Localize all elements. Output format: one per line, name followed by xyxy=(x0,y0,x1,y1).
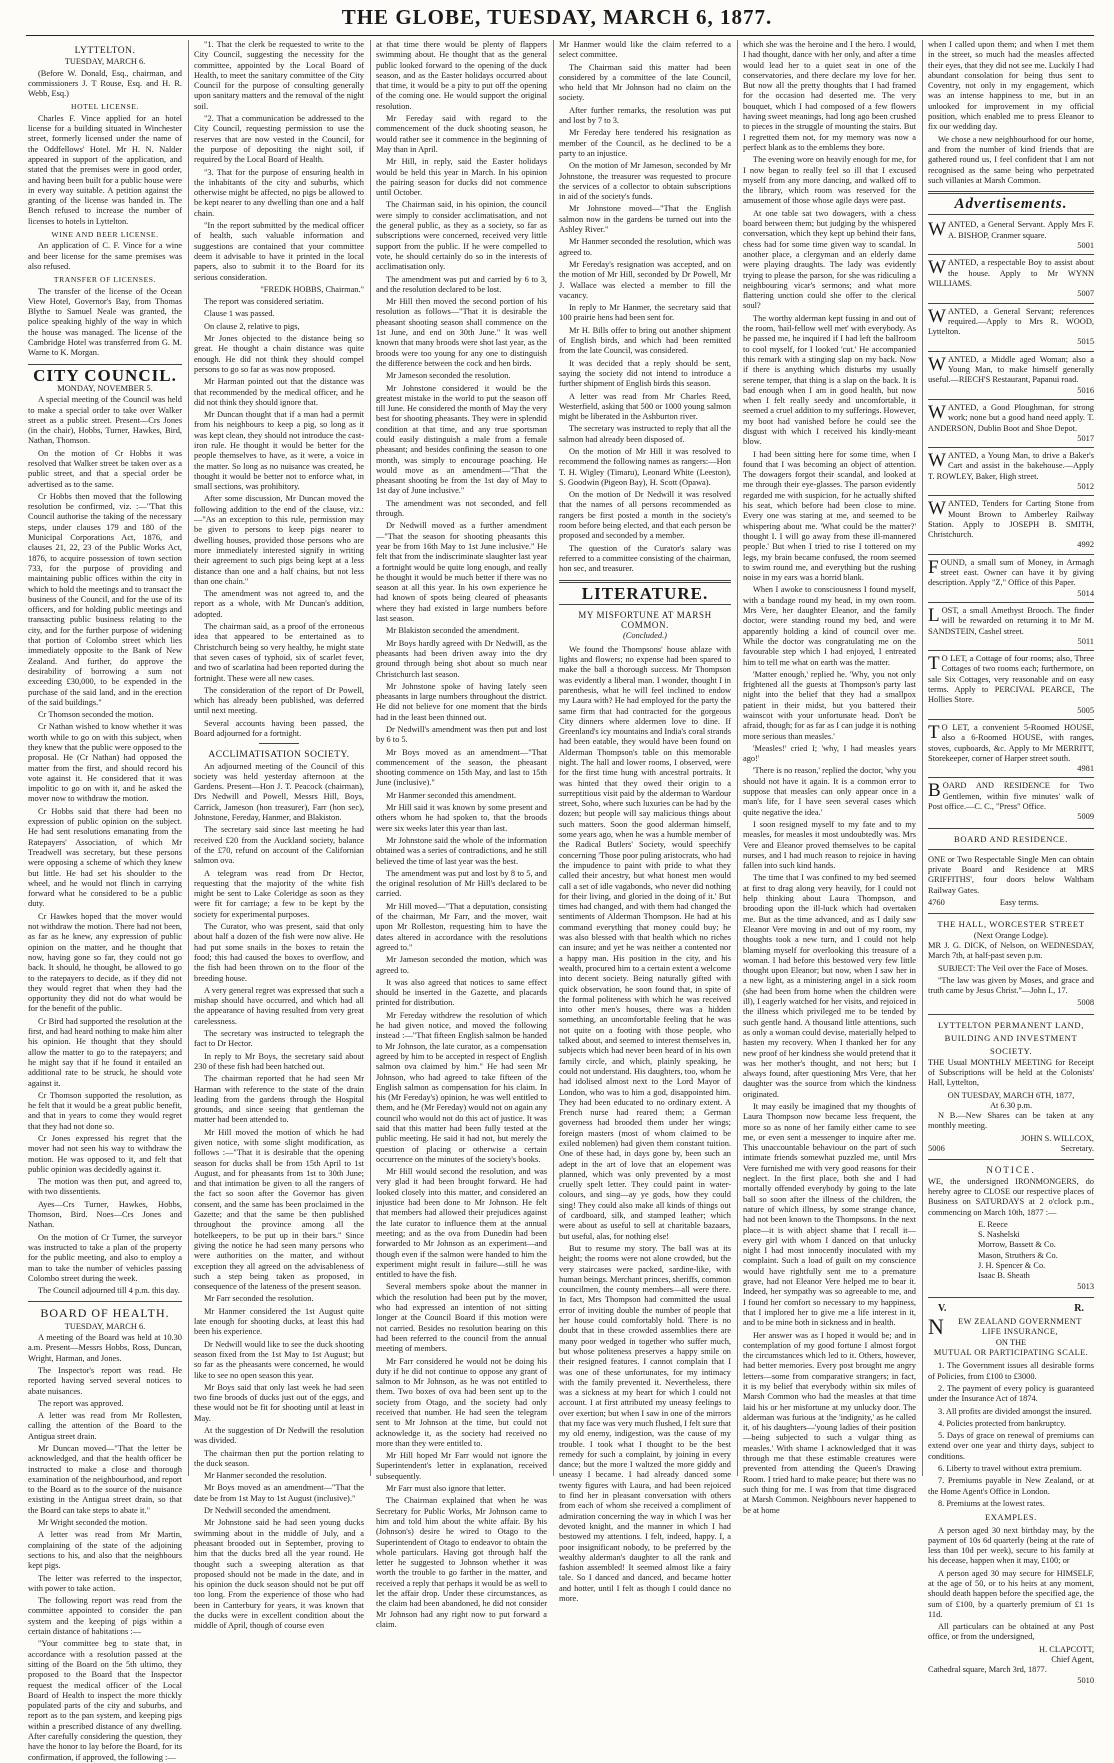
accl-paragraph: Dr Nedwill moved as a further amendment—"That the season for shooting pheasants this year be from 16th May to 1st June inclusive." He felt that from the indiscriminate slaughter last year a fortnight would be quite long enough, and really he thought it would be much better if there was no season at all this year. In his own experience he had known of spots being cleared of pheasants where they had existed in large numbers before last season. xyxy=(376,521,547,624)
lyttelton-date: TUESDAY, MARCH 6. xyxy=(64,57,146,67)
classified-ad xyxy=(928,606,1094,647)
ad-dropcap: B xyxy=(928,780,941,802)
ad-number: 5005 xyxy=(1077,705,1094,715)
hall-subheading: (Next Orange Lodge). xyxy=(973,930,1049,940)
accl-paragraph: Mr Boys moved as an amendment—"That the date be from 1st May to 1st August (inclusive)." xyxy=(194,1483,364,1503)
dropcap-n: N xyxy=(928,1314,944,1340)
accl-paragraph: The chairman reported that he had seen Mr Harman with reference to the state of the drain leading from the gardens through the Hospital grounds, and since seeing that gentleman the matter had been attended to. xyxy=(194,1074,364,1125)
accl-paragraph: In reply to Mr Hanmer, the secretary said that 100 prairie hens had been sent for. xyxy=(559,303,731,323)
classified-ad xyxy=(928,258,1094,299)
accl-paragraph: Mr Jameson seconded the resolution. xyxy=(386,371,511,381)
council-paragraph: A special meeting of the Council was held to make a special order to take over Walker street as a public street. Present—Crs Jones (in the chair), Hobbs, Turner, Hawkes, Bird, Nathan, Thomson. xyxy=(28,395,182,446)
column-6 xyxy=(928,40,1094,1685)
accl-paragraph: The question of the Curator's salary was referred to a committee consisting of the chairman, hon sec, and treasurer. xyxy=(559,543,731,574)
ad-number: 4992 xyxy=(1077,540,1094,550)
accl-paragraph: Mr Farr must also ignore that letter. xyxy=(386,1484,506,1494)
council-paragraph: Cr Thomson seconded the motion. xyxy=(38,710,154,720)
board-of-health-date: TUESDAY, MARCH 6. xyxy=(64,1321,146,1331)
story-paragraph: when I called upon them; and when I met them in the street, so much had the measles affected their eyes, that they did not see me. Luckily I had abundant consolation for being thus sent to Coventry, not only in my engagement, which was an intense happiness to me, but in an unlooked for improvement in my official position, which enabled me to press Eleanor to fix our wedding day. xyxy=(928,40,1094,132)
lyttelton-heading: LYTTELTON. xyxy=(74,46,136,56)
ad-dropcap: W xyxy=(928,401,946,423)
transfer-text: The transfer of the license of the Ocean View Hotel, Governor's Bay, from Thomas Blythe to Samuel Neale was granted, the police speaking highly of the way in which the house was managed. The license of the Cambridge Hotel was transferred from G. M. Warne to K. Morgan. xyxy=(28,286,182,358)
story-paragraph: At one table sat two dowagers, with a chess board between them; but judging by the whispered conversation, which they kept up behind their fans, chess had for some time given way to scandal. In another place, a clergyman and an elderly dame were playing draughts. The lady was evidently trying to please the parson, for she was ridiculing a neighbouring vicar's sermons; and what more flattering unction could she offer to the clerical soul? xyxy=(743,208,916,311)
health-paragraph: A meeting of the Board was held at 10.30 a.m. Present—Messrs Hobbs, Ross, Duncan, Wright, Harman, and Jones. xyxy=(28,1333,182,1363)
ad-text: ANTED, a Young Man, to drive a Baker's Cart and assist in the bakehouse.—Apply T. ROWLEY, Baker, High street. xyxy=(928,451,1094,481)
nz-insurance-item: 8. Premiums at the lowest rates. xyxy=(938,1498,1045,1508)
council-paragraph: The Council adjourned till 4 p.m. this day. xyxy=(38,1286,180,1296)
ad-number: 5016 xyxy=(1077,385,1094,395)
story-paragraph: 'Measles!' cried I; 'why, I had measles years ago!' xyxy=(743,743,916,764)
health-paragraph: The following report was read from the committee appointed to consider the pan system and the keeping of pigs within a certain distance of habitations :— xyxy=(28,1596,182,1637)
hotel-license-heading: HOTEL LICENSE. xyxy=(70,102,139,112)
accl-paragraph: Dr Nedwill's amendment was then put and lost by 6 to 5. xyxy=(376,725,547,745)
lpl-signature: JOHN S. WILLCOX, xyxy=(1021,1133,1094,1143)
council-paragraph: Cr Hobbs said that there had been no expression of public opinion on the subject. He had sent resolutions emanating from the Ratepayers' Association, of which Mr Treadwell was secretary, but these persons were opposing a scheme of which they knew but little. He had set his shoulder to the wheel, and he would not flinch in carrying forward what he considered to be a public duty. xyxy=(28,806,182,909)
nz-heading-1: EW ZEALAND GOVERNMENT xyxy=(958,1317,1082,1327)
column-5 xyxy=(743,40,916,1515)
ad-divider xyxy=(928,303,1094,304)
nz-insurance-item: 1. The Government issues all desirable forms of Policies, from £100 to £3000. xyxy=(928,1361,1094,1381)
ad-number: 5017 xyxy=(1077,433,1094,443)
nz-insurance-items xyxy=(928,1361,1094,1509)
accl-paragraph: Mr Farr seconded the resolution. xyxy=(204,1294,314,1304)
section-rule xyxy=(928,1014,1094,1015)
column-separator xyxy=(922,40,923,1476)
story-paragraph: I soon resigned myself to my fate and to my measles, for measles it most undoubtedly was. Mrs Vere and Eleanor proved themselves to be capital nurses, and I had much reason to rejoice in having fallen into such kind hands. xyxy=(743,819,916,871)
accl-paragraph: Dr Nedwill would like to see the duck shooting season fixed from the 1st May to 1st August; but so far as the pheasants were concerned, he would like to see no open season this year. xyxy=(194,1339,364,1380)
nz-insurance-item: 7. Premiums payable in New Zealand, or at the Home Agent's Office in London. xyxy=(928,1476,1094,1496)
column-separator xyxy=(553,40,554,1476)
accl-paragraph: Mr Fereday's resignation was accepted, and on the motion of Mr Hill, seconded by Dr Powell, Mr J. Wallace was elected a member to fill the vacancy. xyxy=(559,259,731,300)
accl-paragraph: On the motion of Mr Jameson, seconded by Mr Johnstone, the treasurer was requested to procure the services of a collector to obtain subscriptions in aid of the society's funds. xyxy=(559,161,731,202)
ad-divider xyxy=(928,719,1094,720)
accl-paragraph: Mr Farr considered he would not be doing his duty if he did not continue to oppose any grant of salmon to Mr Johnson, as he was not entitled to them. Two boxes of ova had been sent up to the society from Otago, and the society had only received that number. He had seen the telegram sent to Mr Johnson at the time, but could not acknowledge it, as the society had received no more than they were entitled to. xyxy=(376,1356,547,1448)
story-paragraph: 'Matter enough,' replied he. 'Why, you not only frightened all the guests at Thompson's party last night into the belief that they had a smallpox patient in their midst, but you battered their wainscot with your unfortunate head. Don't be afraid, though; for as far as I can judge it is nothing more serious than measles.' xyxy=(743,669,916,741)
ad-dropcap: W xyxy=(928,498,946,520)
ad-number: 5009 xyxy=(1077,812,1094,822)
notice-signatory: Isaac B. Sheath xyxy=(978,1271,1030,1281)
examples-heading: EXAMPLES. xyxy=(985,1513,1037,1523)
ad-text: OUND, a small sum of Money, in Armagh street east. Owner can have it by giving description. Apply "Z," Office of this Paper. xyxy=(928,557,1094,588)
masthead-rule xyxy=(26,35,1094,36)
ad-number: 5007 xyxy=(1077,289,1094,299)
lpl-nb: N B.—New Shares can be taken at any monthly meeting. xyxy=(928,1111,1094,1131)
accl-paragraph: Mr Johnstone spoke of having lately seen pheasants in large numbers throughout the district. He did not believe for one moment that the birds had in the least been thinned out. xyxy=(376,681,547,722)
accl-paragraph: Mr Fereday withdrew the resolution of which he had given notice, and moved the following instead :—"That fifteen English salmon be handed to Mr Johnson, the late curator, as a compensation agreed by him to be accepted in respect of English salmon ova claimed by him." He had seen Mr Johnson, who had agreed to take fifteen of the English salmon as compensation for his claim. In his (Mr Fereday's) opinion, he was well entitled to them, and he (Mr Fereday) would not on again any council who would not do this act of justice. It was said that this matter had been fully tested at the public meeting. He said it had not, but merely the question of placing or otherwise a certain occurrence on the minutes of the society's books. xyxy=(376,1010,547,1164)
agent-footer xyxy=(928,1665,1094,1675)
accl-paragraph: Mr Boys said that only last week he had seen two fine broods of ducks just out of the eggs, and these would not be fit for shooting until at least in May. xyxy=(194,1382,364,1423)
accl-paragraph: A telegram was read from Dr Hector, requesting that the majority of the white fish might be sent to Lake Coleridge as soon as they were fit for carriage; a few to be kept by the society for experimental purposes. xyxy=(194,868,364,919)
health-paragraph: The letter was referred to the inspector, with power to take action. xyxy=(28,1573,182,1593)
hall-subject: SUBJECT: The Veil over the Face of Moses. xyxy=(938,963,1089,973)
example-text: All particulars can be obtained at any Post office, or from the undersigned, xyxy=(928,1622,1094,1642)
ad-text: O LET, a convenient 5-Roomed HOUSE, also a 6-Roomed HOUSE, with ranges, stoves, cupboards, &c. Apply to Mr MERRITT, Storekeeper, corner of Harper street south. xyxy=(928,722,1094,763)
hall-heading: THE HALL, WORCESTER STREET xyxy=(937,919,1085,930)
health-paragraph: The report was approved. xyxy=(38,1398,124,1408)
accl-paragraph: Mr Hill moved the motion of which he had given notice, with some slight modification, as follows :—"That it is desirable that the opening season for ducks shall be from 15th April to 1st August, and for pheasants from 1st to 30th June; and that intimation be given to all the rangers of the fact so soon after the Governor has given consent, and the same has been proclaimed in the Gazette; and that the same be then published throughout the province among all the hotelkeepers, to be put up in their bars." Since giving the notice he had seen many persons who were authorities on the matter, and without exception they all agreed on the advisableness of such a step being taken as proposed, in consequence of the lateness of the present season. xyxy=(194,1127,364,1292)
lpl-text: THE Usual MONTHLY MEETING for Receipt of Subscriptions will be held at the Colonists' Hall, Lyttelton, xyxy=(928,1057,1094,1088)
health-report-paragraph: "2. That a communication be addressed to the City Council, requesting permission to use the reserves that are now vested in the Council, for the purpose of depositing the night soil, if required by the Local Board of Health. xyxy=(194,114,364,165)
accl-paragraph: It was decided that a reply should be sent, saying the society did not intend to introduce a further shipment of English birds this season. xyxy=(559,358,731,389)
agent-address: Cathedral square, March 3rd, 1877. xyxy=(928,1665,1047,1675)
ad-number: 5011 xyxy=(1077,636,1094,646)
ad-divider xyxy=(928,399,1094,400)
example-text: A person aged 30 may secure for HIMSELF, at the age of 50, or to his heirs at any moment, should death happen before the specified age, the sum of £100, by a quarterly premium of £1 1s 11d. xyxy=(928,1568,1094,1619)
city-council-date: MONDAY, NOVEMBER 5. xyxy=(57,383,153,393)
notice-text: WE, the undersigned IRONMONGERS, do hereby agree to CLOSE our respective places of Business on SATURDAYS at 2 o'clock p.m., commencing on March 10th, 1877 :— xyxy=(928,1176,1094,1217)
hotel-license-text: Charles F. Vince applied for an hotel license for a building situated in Winchester street, formerly licensed under the name of the Oddfellows' Hotel. Mr H. N. Nalder appeared in support of the application, and stated that the premises were in good order, and having been built for a public house were in every way suitable. A petition against the granting of the license was handed in. The Bench refused to increase the number of licenses to hotels in Lyttelton. xyxy=(28,113,182,226)
story-paragraph: 'There is no reason,' replied the doctor, 'why you should not have it again. It is a common error to suppose that measles can only appear once in a man's life, for I have seen several cases which quite negative the idea.' xyxy=(743,766,916,817)
notice-signatory: J. H. Spencer & Co. xyxy=(978,1260,1046,1270)
ad-text: OARD AND RESIDENCE for Two Gentlemen, within five minutes' walk of Post office.—C. C., "Press" Office. xyxy=(928,781,1094,811)
section-rule xyxy=(928,849,1094,850)
health-report-paragraph: "In the report submitted by the medical officer of health, such valuable information and suggestions are contained that your committee deem it advisable to have it printed in the local papers, also to submit it to the Board for its serious consideration. xyxy=(194,221,364,282)
health-report-paragraph: Several accounts having been passed, the Board adjourned for a fortnight. xyxy=(194,718,364,738)
accl-paragraph: Mr Johnstone considered it would be the greatest mistake in the world to put the season off till June. He considered the month of May the very best for shooting pheasants. They were in splendid condition at that time, and any true sportsman could easily distinguish a male from a female pheasant; and besides confining the season to one month, was simply to encourage poaching. He would move as an amendment—"That the pheasant shooting be from the 1st day of May to 1st day of June inclusive." xyxy=(376,383,547,496)
accl-paragraph: The amendment was put and lost by 8 to 5, and the original resolution of Mr Hill's declared to be carried. xyxy=(376,868,547,899)
ad-number: 5014 xyxy=(1077,588,1094,598)
nz-insurance-item: 5. Days of grace on renewal of premiums can extend over one year and thirty days, subject to conditions. xyxy=(928,1431,1094,1461)
accl-paragraph: Dr Nedwill seconded the amendment. xyxy=(204,1506,331,1516)
accl-paragraph: On the motion of Mr Hill it was resolved to recommend the following names as rangers:—Hon T. H. Wigley (Timaru), Leonard White (Leeston), S. Goodwin (Pigeon Bay), H. Scott (Opawa). xyxy=(559,446,731,487)
council-paragraph: Ayes—Crs Turner, Hawkes, Hobbs, Thomson, Bird. Noes—Crs Jones and Nathan. xyxy=(28,1199,182,1230)
story-paragraph: The evening wore on heavily enough for me, for I now began to really feel so ill that I excused myself from any more dancing, and walked off to the library, which room was reserved for the amusement of those whose agile days were past. xyxy=(743,155,916,206)
literature-heading: LITERATURE. xyxy=(581,583,709,603)
board-residence-text: ONE or Two Respectable Single Men can obtain private Board and Residence at MRS GRIFFITHS', four doors below Waltham Railway Gates. xyxy=(928,854,1094,895)
council-paragraph: Cr Nathan wished to know whether it was worth while to go on with this subject, when they knew that the public were opposed to the proposal. He (Cr Nathan) had opposed the matter from the first, and should record his vote against it. He considered that it was impolitic to go on with it, and he asked the mover now to withdraw the motion. xyxy=(28,722,182,804)
accl-paragraph: The amendment was not seconded, and fell through. xyxy=(376,498,547,519)
ad-dropcap: W xyxy=(928,219,946,241)
classified-ad xyxy=(928,220,1094,251)
nz-heading-4: MUTUAL OR PARTICIPATING SCALE. xyxy=(933,1348,1089,1358)
accl-paragraph: Several members spoke about the manner in which the resolution had been put by the mover, who had expressed an intention of not sitting longer at the Council Board if this motion were not carried. Besides no resolution bearing on this had been referred to the council from the annual meeting of members. xyxy=(376,1282,547,1354)
accl-paragraph: Mr Boys hardly agreed with Dr Nedwill, as the pheasants had been driven away into the dry ground through being shot about so much near Christchurch last season. xyxy=(376,638,547,679)
accl-paragraph: Mr Johnstone said the whole of the information obtained was a series of contradictions, and he still believed the time of last year was the best. xyxy=(376,835,547,866)
ad-dropcap: F xyxy=(928,556,939,578)
accl-paragraph: On the motion of Dr Nedwill it was resolved that the names of all persons recommended as rangers be first posted a month in the society's room before being elected, and that each person be proposed and seconded by a member. xyxy=(559,490,731,541)
agent-role: Chief Agent, xyxy=(1051,1655,1094,1665)
ad-divider xyxy=(928,602,1094,603)
accl-paragraph: The Curator, who was present, said that only about half a dozen of the fish were now alive. He had put some snails in the boxes to retain the food; this had caused the boxes to overflow, and the fish had been thrown on to the floor of the breeding house. xyxy=(194,922,364,983)
board-terms: Easy terms. xyxy=(999,898,1039,908)
vr-crest xyxy=(938,1304,1084,1314)
health-paragraph: Mr Duncan moved—"That the letter be acknowledged, and that the health officer be instructed to make a close and thorough examination of the neighbourhood, and report to the Board as to the source of the nuisance existing in the Antigua street drain, so that the Board can take steps to abate it." xyxy=(28,1444,182,1515)
lpl-footer xyxy=(928,1144,1094,1154)
section-rule xyxy=(559,580,731,583)
health-report-paragraph: On clause 2, relative to pigs, xyxy=(204,321,300,331)
notice-signatories xyxy=(928,1220,1094,1282)
accl-paragraph: Mr Hill would second the resolution, and was very glad it had been brought forward. He had looked closely into this matter, and considered an injustice had been done to Mr Johnson. He felt that members had allowed their prejudices against the late curator to influence them at the annual meeting; and as the ova from Dunedin had been forwarded to Mr Johnson as an experiment—and though even if the salmon were handed to him the experiment might result in failure—still he was entitled to have the fish. xyxy=(376,1167,547,1280)
accl-paragraph: The secretary was instructed to telegraph the fact to Dr Hector. xyxy=(194,1029,364,1049)
accl-paragraph: The Chairman said, in his opinion, the council were simply to consider acclimatisation, and not the general public, as they as a society, so far as subscriptions were concerned, received very little support from the public. If he were compelled to vote, he should certainly do so in the interests of acclimatisation only. xyxy=(376,200,547,272)
ad-text: ANTED, a Middle aged Woman; also a Young Man, to make himself generally useful.—RIECH'S Restaurant, Papanui road. xyxy=(928,354,1094,385)
section-rule xyxy=(928,828,1094,829)
ad-dropcap: W xyxy=(928,450,946,472)
accl-paragraph: at that time there would be plenty of flappers swimming about. He thought that as the general public looked forward to the opening of the duck season, and as the Easter holidays occurred about that time, it would be a pity to put off the opening of the coming one. He would support the original resolution. xyxy=(376,40,547,111)
council-paragraph: Cr Thomson supported the resolution, as he felt that it would be a great public benefit, and that in years to come they would regret that they had not done so. xyxy=(28,1090,182,1131)
health-paragraph: A letter was read from Mr Martin, complaining of the state of the adjoining sections to his, and also that the neighbours kept pigs. xyxy=(28,1530,182,1571)
ad-number: 4760 xyxy=(928,898,945,908)
nz-heading-2: LIFE INSURANCE, xyxy=(982,1327,1058,1337)
classified-ad xyxy=(928,307,1094,348)
hall-text: MR J. G. DICK, of Nelson, on WEDNESDAY, March 7th, at half-past seven p.m. xyxy=(928,940,1094,961)
accl-paragraph: A very general regret was expressed that such a mishap should have occurred, and which had all the appearance of having resulted from very great carelessness. xyxy=(194,985,364,1026)
ad-text: O LET, a Cottage of four rooms; also, Three Cottages of two rooms each; furthermore, on sale Six Cottages, very reasonable and on easy terms. Apply to PERCIVAL PEARCE, The Hollies Store. xyxy=(928,654,1094,705)
accl-paragraph: The Chairman said this matter had been considered by a committee of the late Council, who held that Mr Johnson had no claim on the society. xyxy=(559,62,731,103)
council-paragraph: On the motion of Cr Hobbs it was resolved that Walker street be taken over as a public street, and that a special order be advertised as to the same. xyxy=(28,448,182,489)
notice-signatory: Morrow, Bassett & Co. xyxy=(978,1240,1056,1250)
accl-paragraph: It was also agreed that notices to same effect should be inserted in the Gazette, and placards printed for distribution. xyxy=(376,977,547,1008)
ad-text: ANTED, a respectable Boy to assist about the house. Apply to Mr WYNN WILLIAMS. xyxy=(928,258,1094,288)
nz-heading-3: ON THE xyxy=(995,1337,1027,1347)
classified-ad xyxy=(928,499,1094,550)
ad-divider xyxy=(928,254,1094,255)
ad-number: 5015 xyxy=(1077,337,1094,347)
council-paragraph: The motion was then put, and agreed to, with two dissentients. xyxy=(28,1177,182,1197)
ad-dropcap: W xyxy=(928,353,946,375)
city-council-heading: CITY COUNCIL. xyxy=(33,365,177,385)
wine-license-heading: WINE AND BEER LICENSE. xyxy=(51,230,159,240)
column-1 xyxy=(28,40,182,1762)
section-rule xyxy=(928,1159,1094,1160)
ad-divider xyxy=(928,554,1094,555)
column-2 xyxy=(194,40,364,1631)
accl-paragraph: Mr Blakiston seconded the amendment. xyxy=(386,626,520,636)
section-rule xyxy=(259,743,299,744)
accl-paragraph: Mr Hill hoped Mr Farr would not ignore the Superintendent's letter in explanation, received subsequently. xyxy=(376,1451,547,1481)
council-paragraph: Cr Jones expressed his regret that the mover had not seen his way to withdraw the motion. He was opposed to it, and felt that public opinion was decidedly against it. xyxy=(28,1133,182,1174)
story-paragraph: The worthy alderman kept fussing in and out of the room, 'hail-fellow well met' with everybody. As he passed me, he inquired if I had left the ballroom to cool myself, for I looked 'cut.' He accompanied this remark with a stinging slap on my back. Now if there is anything which disturbs my usually serene temper, that thing is a slap on the back. It is bad enough when I am in good health, but now when I felt really seedy and uncomfortable, it seemed a cruel addition to my sufferings. However, my boot had vanished before he could see the disgust with which I received his kindly-meant blow. xyxy=(743,313,916,447)
ad-divider xyxy=(928,650,1094,651)
wine-license-text: An application of C. F. Vince for a wine and beer license for the same premises was also refused. xyxy=(28,241,182,271)
transfer-heading: TRANSFER OF LICENSES. xyxy=(53,275,157,285)
ad-text: ANTED, a General Servant. Apply Mrs F. A. BISHOP, Cranmer square. xyxy=(947,220,1094,240)
board-residence-heading: BOARD AND RESIDENCE. xyxy=(954,833,1068,844)
health-report-paragraph: The consideration of the report of Dr Powell, which has already been published, was deferred until next meeting. xyxy=(194,685,364,716)
health-paragraph: Mr Wright seconded the motion. xyxy=(38,1518,148,1528)
accl-paragraph: Mr Jameson seconded the motion, which was agreed to. xyxy=(376,955,547,975)
health-report-paragraph: The amendment was not agreed to, and the report as a whole, with Mr Duncan's addition, adopted. xyxy=(194,589,364,619)
health-report-paragraph: Mr Harman pointed out that the distance was that recommended by the medical officer, and he did not think they should ignore that. xyxy=(194,377,364,407)
accl-paragraph: Mr H. Bills offer to bring out another shipment of English birds, and which had been remitted from the late Council, was considered. xyxy=(559,325,731,356)
classified-ad xyxy=(928,355,1094,396)
ad-text: ANTED, a General Servant; references required.—Apply to Mrs R. WOOD, Lyttelton. xyxy=(928,306,1094,337)
story-paragraph: We chose a new neighbourhood for our home, and from the number of kind friends that are gathered round us, I feel confident that I am not recognised as the same being who perpetrated such villanies at Marsh Common. xyxy=(928,134,1094,185)
accl-paragraph: The Chairman explained that when he was Secretary for Public Works, Mr Johnson came to him and told him about the white affair. By his (Johnson's) desire he wired to Otago to the Superintendent of Otago to endeavor to obtain the whole particulars. Having got through half the letter he suggested to Johnson whether it was worth the trouble to go farther in the matter, and received a reply that perhaps it would be as well to let the affair drop. Under these circumstances, as the claim had been abandoned, he did not consider Mr Johnson had any right now to put forward a claim. xyxy=(376,1496,547,1629)
ad-number: 5001 xyxy=(1077,241,1094,251)
accl-paragraph: Mr Hill, in reply, said the Easter holidays would be held this year in March. In his opinion the pairing season for ducks did not commence until October. xyxy=(376,157,547,198)
accl-paragraph: Mr Fereday here tendered his resignation as member of the Council, as he declined to be a party to an injustice. xyxy=(559,128,731,158)
lpl-time: At 6.30 p.m. xyxy=(989,1100,1033,1110)
ad-dropcap: L xyxy=(928,604,940,626)
section-rule xyxy=(28,364,182,365)
accl-paragraph: An adjourned meeting of the Council of this society was held yesterday afternoon at the Gardens. Present—Hon J. T. Peacock (chairman), Drs Nedwill and Powell, Messrs Hill, Boys, Carrick, Jameson (hon treasurer), Farr (hon sec), Johnstone, Fereday, Hanmer, and Blakiston. xyxy=(194,761,364,823)
accl-paragraph: Mr Hill then moved the second portion of his resolution as follows—"That it is desirable the pheasant shooting season shall commence on the 1st June, and end on 30th June." It was well known that many broods were shot last year, as the broods were too young for any one to distinguish the difference between the cock and hen birds. xyxy=(376,297,547,368)
classified-ads xyxy=(928,220,1094,822)
ad-divider xyxy=(928,447,1094,448)
story-paragraph: But to resume my story. The ball was at its height; the rooms were not alone crowded, but the very staircases were packed, sardine-like, with human beings. Merchant princes, sheriffs, common councilmen, the county members—all were there. In fact, Mrs Thompson had committed the usual error of inviting double the number of people that her house could comfortably hold. There is no doubt that in these crowded assemblies there are many poor wedged in together who suffer much, but whose politeness preserves a happy smile on their resigned features. I cannot complain that I was one of these unfortunates, for my intimacy with the family prevented it. Nevertheless, there was a sickness at my heart for which I could not account. I at first attributed my uneasy feelings to over exertion; but when I saw in one of the mirrors that my face was very much flushed, I felt sure that my old enemy, indigestion, was the cause of my trouble. I took what I thought to be the best remedy for such a complaint, by joining in every dance; but the more I waltzed the more giddy and uneasy I became. I had already danced some twenty figures with Laura, and had been rejoiced to find her in pleasant conversation with others from each of whom she received a compliment of admiration concerning the way in which I was her devoted knight, and the manner in which I had bestowed my attentions. I felt, indeed, happy. I, a poor insignificant nobody, to be preferred by the wealthy alderman's daughter to all the rank and fashion assembled! It seemed almost like a fairy tale. So I danced and danced, and became hotter and hotter, until I felt as though I could dance no more. xyxy=(559,1243,731,1604)
accl-paragraph: The amendment was put and carried by 6 to 3, and the resolution declared to be lost. xyxy=(376,274,547,294)
ad-divider xyxy=(928,351,1094,352)
ad-divider xyxy=(928,777,1094,778)
ad-dropcap: W xyxy=(928,257,946,279)
ad-number: 5010 xyxy=(1077,1675,1094,1685)
story-paragraph: which she was the heroine and I the hero. I would, I had thought, dance with her only, and after a time would lead her to a quiet seat in one of the conservatories, and there declare my love for her. But now all the pretty thoughts that I had framed for the occasion had deserted me. The very bouquet, which I had composed of a few flowers having sweet meanings, had long ago been crushed to pieces in the struggle of mounting the stairs. But I regretted them not, for my memory was now a perfect blank as to the emblems they bore. xyxy=(743,40,916,152)
example-text: A person aged 30 next birthday may, by the payment of 10s 6d quarterly (being at the rate of less than 10d per week), secure to his family at his decease, happen when it may, £100; or xyxy=(928,1525,1094,1566)
classified-ad xyxy=(928,781,1094,822)
ad-dropcap: T xyxy=(928,721,940,743)
ad-number: 5012 xyxy=(1077,481,1094,491)
nz-insurance-item: 3. All profits are divided amongst the insured. xyxy=(938,1406,1092,1416)
accl-paragraph: Mr Boys moved as an amendment—"That commencement of the season, the pheasant shooting commence on 15th May, and last to 15th June (inclusive)." xyxy=(376,747,547,788)
ad-text: OST, a small Amethyst Brooch. The finder will be rewarded on returning it to Mr M. SANDSTEIN, Cashel street. xyxy=(928,605,1094,636)
acclimatisation-heading: ACCLIMATISATION SOCIETY. xyxy=(208,750,350,761)
classified-ad xyxy=(928,451,1094,492)
lpl-heading-1: LYTTELTON PERMANENT LAND, xyxy=(938,1019,1084,1030)
classified-ad xyxy=(928,654,1094,716)
accl-paragraph: Mr Fereday said with regard to the commencement of the duck shooting season, he would rather see it commence in the beginning of May than in April. xyxy=(376,114,547,154)
notice-signatory: S. Nashelski xyxy=(978,1230,1020,1240)
accl-paragraph: A letter was read from Mr Charles Reed, Westerfield, asking that 500 or 1000 young salmon might be liberated in the Ashburton river. xyxy=(559,391,731,422)
accl-paragraph: Mr Johnstone said he had seen young ducks swimming about in the middle of July, and a pheasant brooded out in September, proving to him that the ducks bred all the year round. He thought such a sweeping alteration as that proposed should not be made in the date, and in his opinion the duck season should not be put off too long. From the experience of those who had been in Canterbury for years, it was known that the ducks were in excellent condition about the middle of April, though of course even xyxy=(194,1518,364,1631)
story-paragraph: When I awoke to consciousness I found myself, with a bandage round my head, in my own room. Mrs Vere, her daughter Eleanor, and the family doctor, were standing round my bed, and were apparently holding a kind of council over me. While the doctor was congratulating me on the favourable step which I had enjoyed, I entreated him to tell me what on earth was the matter. xyxy=(743,585,916,667)
accl-paragraph: Mr Hill moved—"That a deputation, consisting of the chairman, Mr Farr, and the mover, wait upon Mr Rolleston, requesting him to have the dates altered in accordance with the resolutions agreed to." xyxy=(376,901,547,952)
story-subtitle: (Concluded.) xyxy=(623,631,667,641)
accl-paragraph: The secretary said since last meeting he had received £20 from the Auckland society, balance of the £70, refund on account of the Californian salmon ova. xyxy=(194,825,364,866)
health-report-paragraph: The chairman said, as a proof of the erroneous idea that appeared to be entertained as to Christchurch being so very healthy, he might state that seven cases of typhoid, six of scarlet fever, and two of scarlatina had been reported during the fortnight. These were all new cases. xyxy=(194,622,364,683)
section-rule xyxy=(928,913,1094,914)
nz-insurance-heading xyxy=(928,1314,1094,1358)
column-separator xyxy=(188,40,189,1476)
accl-paragraph: The chairman then put the portion relating to the duck season. xyxy=(194,1448,364,1468)
accl-paragraph: Mr Hanmer considered the 1st August quite late enough for shooting ducks, at least this had been his experience. xyxy=(194,1306,364,1337)
notice-signatory: E. Reece xyxy=(978,1219,1008,1229)
lpl-heading-2: BUILDING AND INVESTMENT xyxy=(944,1033,1078,1044)
board-residence-footer xyxy=(928,898,1094,908)
accl-paragraph: In reply to Mr Boys, the secretary said about 230 of these fish had been hatched out. xyxy=(194,1051,364,1071)
notice-signatory: Mason, Struthers & Co. xyxy=(978,1250,1058,1260)
health-paragraph: "Your committee beg to state that, in accordance with a resolution passed at the sitting of the Board on the 5th ultimo, they proposed to the Board that the Inspector request the medical officer of the Local Board of Health to inspect the more thickly populated parts of the city and suburbs, and report as to the pan system, and keeping pigs within a prescribed distance of any dwelling. After carefully considering the question, they have the honor to lay before the Board, for its confirmation, if approved, the following :— xyxy=(28,1639,182,1762)
health-report-paragraph: Mr Duncan thought that if a man had a permit from his neighbours to keep a pig, so long as it was kept clean, they should not introduce the cast-iron rule. He thought it would be better for the people themselves to have, as it were, a voice in the matter. So long as no nuisance was created, he thought it would be better not to enforce what, in small sections, was prohibitory. xyxy=(194,410,364,492)
ad-number: 4981 xyxy=(1077,764,1094,774)
section-rule xyxy=(928,1297,1094,1298)
hall-quote: "The law was given by Moses, and grace and truth came by Jesus Christ."—John I., 17. xyxy=(928,975,1094,996)
section-rule xyxy=(928,214,1094,215)
health-report-paragraph: "3. That for the purpose of ensuring health in the inhabitants of the city and suburbs, which otherwise might be affected, no pigs be allowed to be kept nearer to any dwelling than one and a half chain. xyxy=(194,167,364,218)
health-report-paragraph: The report was considered seriatim. xyxy=(204,297,324,307)
nz-insurance-item: 6. Liberty to travel without extra premium. xyxy=(938,1464,1082,1474)
health-report-paragraph: Clause 1 was passed. xyxy=(204,309,275,319)
lpl-date: ON TUESDAY, MARCH 6TH, 1877, xyxy=(947,1090,1075,1100)
ad-divider xyxy=(928,495,1094,496)
agent-name: H. CLAPCOTT, xyxy=(1039,1644,1094,1654)
accl-paragraph: Mr Johnstone moved—"That the English salmon now in the gardens be turned out into the Ashley River." xyxy=(559,204,731,235)
advertisements-heading: Advertisements. xyxy=(954,196,1068,213)
accl-paragraph: After further remarks, the resolution was put and lost by 7 to 3. xyxy=(559,105,731,126)
ad-text: ANTED, a Good Ploughman, for strong work; none but a good hand need apply. T. ANDERSON, Dublin Boot and Shoe Depot. xyxy=(928,402,1094,433)
column-separator xyxy=(370,40,371,1476)
council-paragraph: On the motion of Cr Turner, the surveyor was instructed to take a plan of the property for the public meeting, and also to employ a man to take the number of vehicles passing Colombo street during the week. xyxy=(28,1232,182,1283)
council-paragraph: Cr Hawkes hoped that the mover would not withdraw the motion. There had not been, as far as he knew, any expression of public opinion on the matter, and he thought that now, having gone so far, they could not go back. It should, he thought, be allowed to go to the ratepayers to decide, as if they did not they would regret that when they had the opportunity they did not do what would be for the benefit of the public. xyxy=(28,911,182,1014)
council-paragraph: Cr Hobbs then moved that the following resolution be confirmed, viz. :—"That this Council authorise the taking of the necessary steps, under clauses 179 and 180 of the Municipal Corporations Act, 1876, and clauses 21, 22, 23 of the Public Works Act, 1876, to acquire possession of town section 733, for the purpose of providing and maintaining public offices within the city in which to hold the meetings and to transact the business of the Council, and for the use of its officers, and for holding public meetings and transacting public business relating to the city, and for the further purpose of widening that portion of Colombo street which lies immediately opposite to the Bank of New Zealand. And further, do approve the desirability of borrowing a sum not exceeding £30,000, to be expended in the purchase of the said land, and in the erection of the said buildings." xyxy=(28,491,182,707)
board-of-health-heading: BOARD OF HEALTH. xyxy=(40,1306,170,1321)
masthead: THE GLOBE, TUESDAY, MARCH 6, 1877. xyxy=(341,5,773,29)
accl-paragraph: Mr Hanmer seconded the resolution, which was agreed to. xyxy=(559,237,731,257)
classified-ad xyxy=(928,403,1094,444)
section-rule xyxy=(28,1301,182,1302)
ad-dropcap: T xyxy=(928,653,940,675)
accl-paragraph: The secretary was instructed to reply that all the salmon had already been disposed of. xyxy=(559,424,731,444)
ad-dropcap: W xyxy=(928,305,946,327)
accl-paragraph: Mr Hanmer seconded the resolution. xyxy=(204,1471,327,1481)
lpl-heading-3: SOCIETY. xyxy=(989,1046,1033,1057)
section-rule xyxy=(559,604,731,605)
lyttelton-before: (Before W. Donald, Esq., chairman, and commissioners J. T Rouse, Esq. and H. R. Webb, Esq.) xyxy=(28,68,182,99)
vr-left: V. xyxy=(938,1302,947,1314)
story-paragraph: Her answer was as I hoped it would be; and in contemplation of my good fortune I almost forgot the circumstances which led to it. Others, however, had better memories. Every post brought me angry letters—some from comparative strangers; in fact, it is my belief that everybody within six miles of Marsh Common who had the measles at that time laid his or her misfortune at my unlucky door. The alderman was furious at the 'indignity,' as he called it, of his daughters—'young ladies of their position—being subjected to such a vulgar thing as measles.' With shame I acknowledged that it was through me that these estimable creatures were prevented from attending the Queen's Drawing Room. I tried hard to make peace; but there was no such thing for me. I was from that time disgraced at Marsh Common. Neighbours never happened to be at home xyxy=(743,1330,916,1515)
story-paragraph: We found the Thompsons' house ablaze with lights and flowers; no expense had been spared to make the ball a thorough success. Mr Thompson was evidently a liberal man. I wonder, thought I in parenthesis, what he will feel inclined to endow my Laura with? He had employed for the party the same firm that had contracted for the gorgeous City dinners where aldermen love to dine. If Greenland's icy mountains and India's coral strands had been eatable, they would have been found on Alderman Thompson's table on this memorable night. The hall and lower rooms, I observed, were for the first time hung with ancestral portraits. It was hinted that they owed their origin to a surreptitious visit paid by the alderman to Wardour street, Soho, where such luxuries can be had by the dozen; but people will say malicious things about such matters. Soon the good alderman himself, some years ago, when he was a humble member of the Radical Butlers' Society, would speechify concerning 'Those poor puling aristocrats, who had the impudence to paint with pride to what they called their ancestry, but what honest men would call a set of idle vagabonds, who never did nothing for their living, and gloried in the doing of it.' But times had changed, and with them had changed the sentiments of Alderman Thompson. He had at his command everything that money could buy; he was also blessed with that health which no riches can insure; and yet he was neither a contented nor a happy man. His position in the city, and his wealth, procured him to a certain extent a welcome into decent society. Being naturally gifted with quick observation, he soon found that, in spite of the formal politeness with which he was received into other men's houses, there was a hidden something, an uncomfortable feeling that he was not quite on a footing with those people, who talked about, and seemed to interest themselves in, subjects which had never been heard of in his own family circle, and which, plainly speaking, he could not understand. His daughters, too, whom he had idolised almost next to the Lord Mayor of London, who was to him a god, disappointed him. They had been educated to no ordinary extent. A French nurse had reared them; a German governess had brooded them under her wings; foreign masters (most of whom claimed to be exiled noblemen) had given them constant tuition. One of these had, in days gone by, been such an adept in the art of love that an elopement was planned, which was only prevented by a most cruelly spelt letter. They could paint in water-colours, and sing—ay ye gods, how they could sing! They could also make all kinds of things out of cardboard, silk, and stamped leather; which were about as useful to sell at charitable bazaars, but useful, alas, for nothing else! xyxy=(559,644,731,1241)
health-paragraph: The Inspector's report was read. He reported having served several notices to abate nuisances. xyxy=(28,1365,182,1396)
column-3 xyxy=(376,40,547,1629)
story-paragraph: It may easily be imagined that my thoughts of Laura Thompson now became less frequent, the more so as none of her family either came to see me, or even sent a messenger to inquire after me. This unaccountable behaviour on the part of such intimate friends somewhat puzzled me, until Mrs Vere furnished me with very good reasons for their neglect. In the first place, both she and I had mortally offended everybody by going to the late ball so soon after the illness of the children, the nature of which illness, by some strange chance, had not been known to the Thompsons. In the next place—it is with abject shame that I recall it—every girl with whom I danced on that unlucky night I had most innocently inoculated with my complaint. Such a load of guilt on my conscience would have rightfully sent me to a premature grave, had not Eleanor Vere helped me to bear it. Indeed, her sympathy was so agreeable to me, and I found her comfort so necessary to my happiness, that I implored her to give me a life interest in it, and to be mine both in sickness and in health. xyxy=(743,1101,916,1328)
accl-paragraph: Mr Hanmer would like the claim referred to a select committee. xyxy=(559,40,731,60)
story-title: MY MISFORTUNE AT MARSH COMMON. xyxy=(578,609,712,631)
classified-ad xyxy=(928,723,1094,774)
health-report-paragraph: Mr Jones objected to the distance being so great. He thought a chain distance was quite enough. He did not think they should compel persons to go so far as was now proposed. xyxy=(194,334,364,374)
section-rule xyxy=(928,191,1094,194)
ad-number: 5013 xyxy=(1077,1281,1094,1291)
accl-paragraph: Mr Hill said it was known by some present and others whom he had spoken to, that the broods were six weeks later this year than last. xyxy=(376,803,547,833)
lpl-signature-role: Secretary. xyxy=(1060,1144,1094,1154)
story-paragraph: I had been sitting here for some time, when I found that I was becoming an object of attention. The dowagers forgot their scandal, and looked at me through their eye-glasses. The parson evidently regarded me with suspicion, for he actually shifted his seat, which before had been close to mine. Every one was staring at me, and seemed to be whispering about me. 'What could be the matter?' thought I. I will go away from these ill-mannered people.' But when I tried to rise I tottered on my legs, my brain became confused, the room seemed to swim round me, and everything but the rushing noise in my ears was a horrid blank. xyxy=(743,449,916,583)
health-report-paragraph: After some discussion, Mr Duncan moved the following addition to the end of the clause, viz.:—"As an exception to this rule, permission may be given to persons to keep pigs nearer to dwelling houses, provided those persons who are more immediately interested signify in writing their agreement to such pigs being kept at a less distance than one and a half chains, but not less than one chain." xyxy=(194,494,364,586)
ad-number: 5006 xyxy=(928,1144,945,1154)
ad-text: ANTED, Tenders for Carting Stone from Mount Brown to Amberley Railway Station. Apply to JOSEPH B. SMITH, Christchurch. xyxy=(928,499,1094,540)
health-report-paragraph: "1. That the clerk be requested to write to the City Council, suggesting the necessity for the committee, appointed by the Local Board of Health, to meet the sanitary committee of the City Council for the purpose of consulting generally upon sanitary matters and the removal of the night soil. xyxy=(194,40,364,111)
column-4 xyxy=(559,40,731,1604)
health-report-signature: "FREDK HOBBS, Chairman." xyxy=(260,284,364,294)
notice-heading: NOTICE. xyxy=(986,1165,1036,1176)
story-paragraph: The time that I was confined to my bed seemed at first to drag along very heavily, for I could not help thinking about Laura Thompson, and brooding upon the ill-luck which had overtaken me. But as the time advanced, and as I daily saw Eleanor Vere moving in and out of my room, my thoughts took a new turn, and I could not help blaming myself for overlooking this treasure of a woman. I had before this bestowed very few little thought upon Eleanor; but now, when I saw her in a new light, as a ministering angel in a sick room (she had been from home when the children were ill), I eagerly watched for her visits, and rejoiced in the illness which privileged me to be tended by such gentle hand. A thousand little attentions, such as only a woman could devise, materially helped to hasten my recovery. When I thanked her for any new proof of her kindness she would pretend that it was her mother's thought, and not hers; but I always found, after questioning Mrs Vere, that her daughter was the source from which the kindness originated. xyxy=(743,873,916,1099)
accl-paragraph: Mr Hanmer seconded this amendment. xyxy=(386,790,517,800)
health-paragraph: A letter was read from Mr Rollesten, calling the attention of the Board to the Antigua street drain. xyxy=(28,1411,182,1441)
classified-ad xyxy=(928,558,1094,599)
council-paragraph: Cr Bird had supported the resolution at the first, and had heard nothing to make him alter his opinion. He thought that they should allow the matter to go to the ratepayers; and he might say that if he found it entailed an additional rate to be struck, he should vote against it. xyxy=(28,1016,182,1088)
ad-number: 5008 xyxy=(1077,998,1094,1008)
accl-paragraph: At the suggestion of Dr Nedwill the resolution was divided. xyxy=(194,1426,364,1446)
vr-right: R. xyxy=(1074,1302,1084,1314)
nz-insurance-item: 2. The payment of every policy is guaranteed under the Insurance Act of 1874. xyxy=(928,1383,1094,1404)
nz-insurance-item: 4. Policies protected from bankruptcy. xyxy=(938,1418,1066,1428)
column-separator xyxy=(737,40,738,1476)
